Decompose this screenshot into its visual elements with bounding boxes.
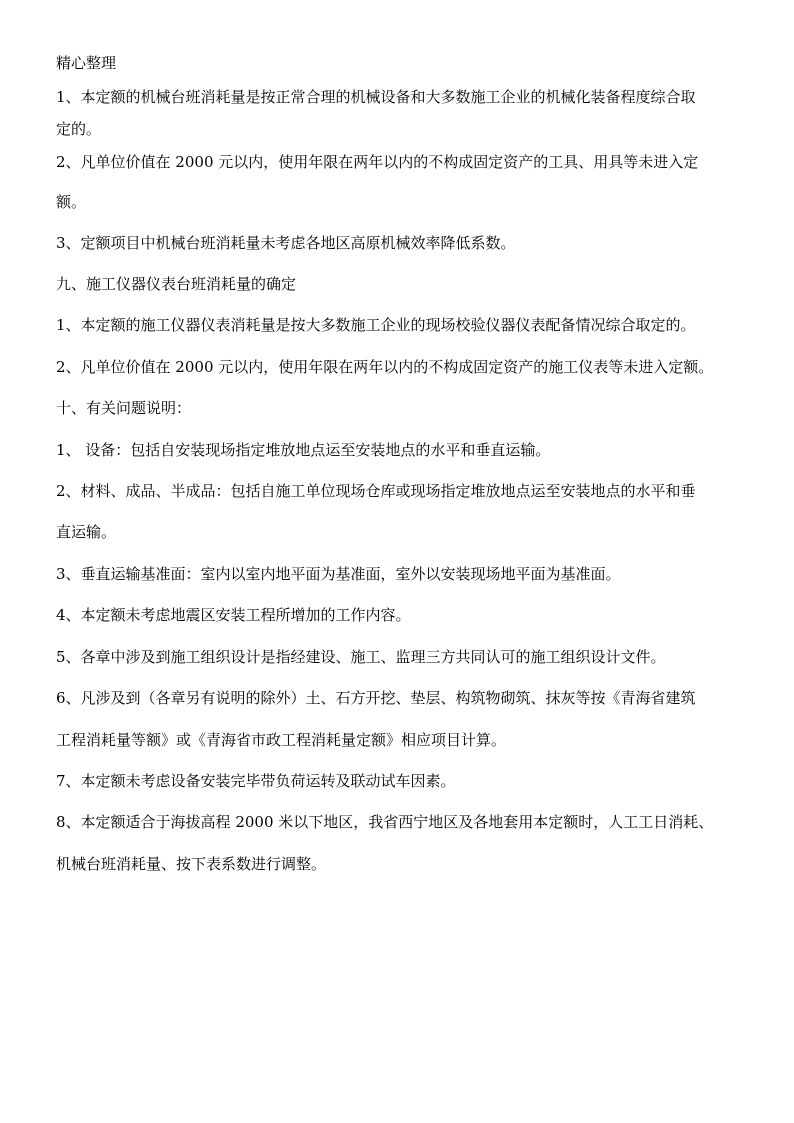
section-heading: 十、有关问题说明： xyxy=(56,399,192,417)
text-line: 2、凡单位价值在 2000 元以内，使用年限在两年以内的不构成固定资产的施工仪表等未进入定额。 xyxy=(56,358,714,376)
text-line: 5、各章中涉及到施工组织设计是指经建设、施工、监理三方共同认可的施工组织设计文件。 xyxy=(56,648,666,666)
text-line: 2、凡单位价值在 2000 元以内，使用年限在两年以内的不构成固定资产的工具、用具等未进入定 xyxy=(56,153,699,171)
section-heading: 九、施工仪器仪表台班消耗量的确定 xyxy=(56,275,297,293)
text-line: 定的。 xyxy=(56,120,102,138)
text-line: 1、 设备：包括自安装现场指定堆放地点运至安装地点的水平和垂直运输。 xyxy=(56,441,551,459)
text-line: 1、本定额的施工仪器仪表消耗量是按大多数施工企业的现场校验仪器仪表配备情况综合取定的。 xyxy=(56,316,696,334)
text-line: 7、本定额未考虑设备安装完毕带负荷运转及联动试车因素。 xyxy=(56,772,456,790)
text-line: 额。 xyxy=(56,193,87,211)
text-line: 2、材料、成品、半成品：包括自施工单位现场仓库或现场指定堆放地点运至安装地点的水平和垂 xyxy=(56,482,696,500)
text-line: 8、本定额适合于海拔高程 2000 米以下地区，我省西宁地区及各地套用本定额时，人工工日消耗、 xyxy=(56,813,714,831)
text-line: 直运输。 xyxy=(56,523,117,541)
text-line: 工程消耗量等额》或《青海省市政工程消耗量定额》相应项目计算。 xyxy=(56,731,507,749)
document-header: 精心整理 xyxy=(56,54,117,72)
text-line: 机械台班消耗量、按下表系数进行调整。 xyxy=(56,855,327,873)
text-line: 1、本定额的机械台班消耗量是按正常合理的机械设备和大多数施工企业的机械化装备程度综合取 xyxy=(56,88,696,106)
text-line: 3、定额项目中机械台班消耗量未考虑各地区高原机械效率降低系数。 xyxy=(56,234,516,252)
text-line: 3、垂直运输基准面：室内以室内地平面为基准面，室外以安装现场地平面为基准面。 xyxy=(56,565,621,583)
text-line: 4、本定额未考虑地震区安装工程所增加的工作内容。 xyxy=(56,606,411,624)
text-line: 6、凡涉及到（各章另有说明的除外）土、石方开挖、垫层、构筑物砌筑、抹灰等按《青海省建筑 xyxy=(56,689,696,707)
